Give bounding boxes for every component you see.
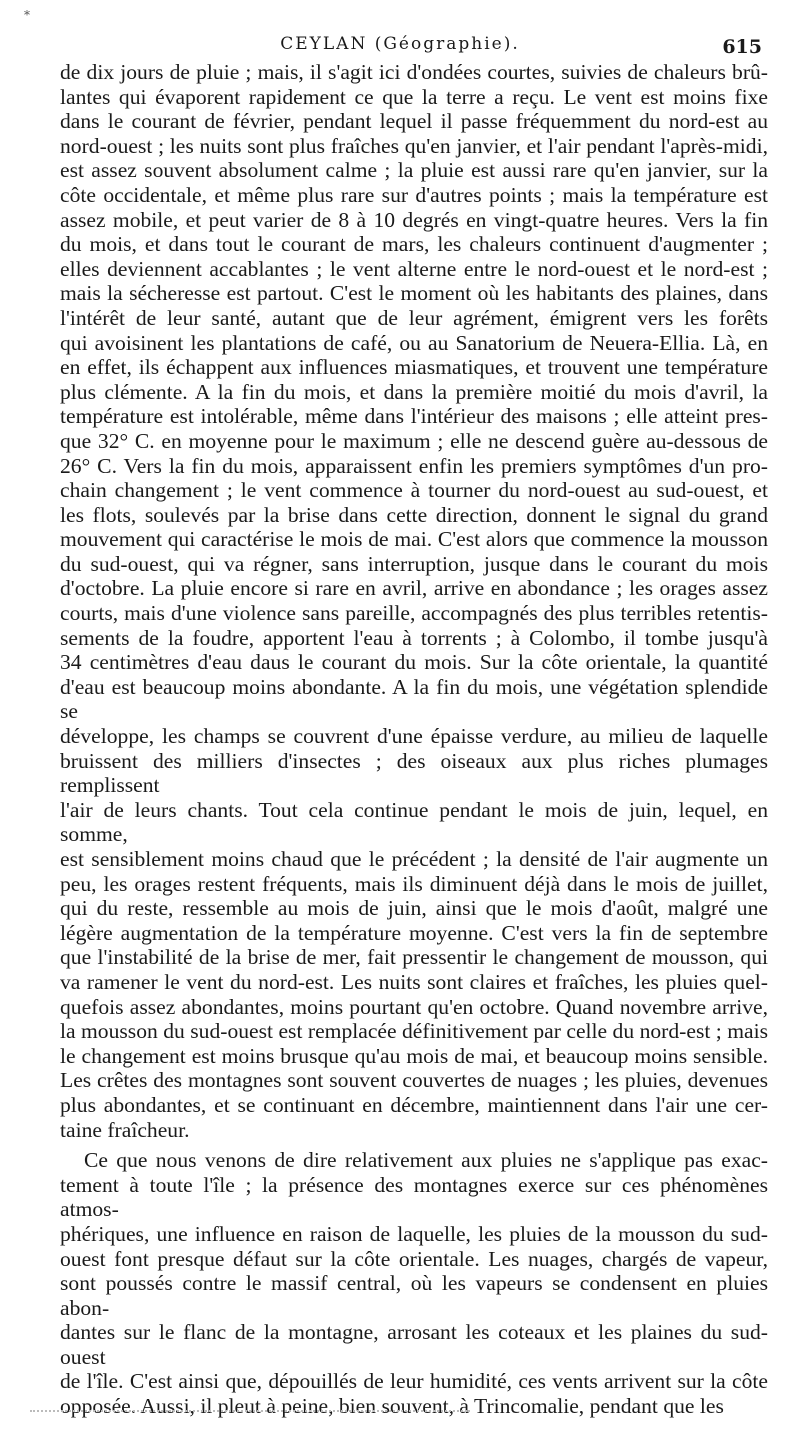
text-line: est assez souvent absolument calme ; la pluie est aussi rare qu'en janvier, sur la — [60, 158, 768, 183]
text-line: va ramener le vent du nord-est. Les nuits sont claires et fraîches, les pluies quel- — [60, 969, 768, 994]
text-line: assez mobile, et peut varier de 8 à 10 degrés en vingt-quatre heures. Vers la fin — [60, 207, 768, 232]
text-line: dantes sur le flanc de la montagne, arrosant les coteaux et les plaines du sud-ouest — [60, 1320, 768, 1369]
text-line: que l'instabilité de la brise de mer, fait pressentir le changement de mousson, qui — [60, 945, 768, 970]
corner-mark: * — [24, 8, 30, 22]
text-line: de dix jours de pluie ; mais, il s'agit ici d'ondées courtes, suivies de chaleurs brû- — [60, 60, 768, 84]
text-line: bruissent des milliers d'insectes ; des oiseaux aux plus riches plumages remplissent — [60, 748, 768, 798]
text-line: qui avoisinent les plantations de café, ou au Sanatorium de Neuera-Ellia. Là, en — [60, 330, 768, 355]
text-line: 34 centimètres d'eau daus le courant du mois. Sur la côte orientale, la quantité — [60, 650, 768, 675]
text-line: Ce que nous venons de dire relativement aux pluies ne s'applique pas exac- — [84, 1148, 768, 1173]
text-line: légère augmentation de la température moyenne. C'est vers la fin de septembre — [60, 920, 768, 945]
text-line: côte occidentale, et même plus rare sur d'autres points ; mais la température est — [60, 182, 768, 207]
paragraph — [60, 1148, 768, 1419]
text-line: température est intolérable, même dans l'intérieur des maisons ; elle atteint pres- — [60, 404, 768, 429]
text-line: taine fraîcheur. — [60, 1117, 190, 1142]
text-line: plus clémente. A la fin du mois, et dans la première moitié du mois d'avril, la — [60, 379, 768, 404]
text-line: sements de la foudre, apportent l'eau à torrents ; à Colombo, il tombe jusqu'à — [60, 625, 768, 650]
running-header — [0, 34, 800, 58]
text-line: qui du reste, ressemble au mois de juin, ainsi que le mois d'août, malgré une — [60, 896, 768, 921]
text-line: opposée. Aussi, il pleut à peine, bien souvent, à Trincomalie, pendant que les — [60, 1394, 724, 1419]
text-line: le changement est moins brusque qu'au mois de mai, et beaucoup moins sensible. — [60, 1043, 768, 1068]
text-line: d'octobre. La pluie encore si rare en avril, arrive en abondance ; les orages assez — [60, 576, 768, 601]
text-line: est sensiblement moins chaud que le précédent ; la densité de l'air augmente un — [60, 847, 768, 871]
text-line: développe, les champs se couvrent d'une épaisse verdure, au milieu de laquelle — [60, 724, 768, 749]
text-line: de l'île. C'est ainsi que, dépouillés de leur humidité, ces vents arrivent sur la côte — [60, 1369, 768, 1394]
text-line: chain changement ; le vent commence à tourner du nord-ouest au sud-ouest, et — [60, 478, 768, 503]
page-number: 615 — [722, 36, 762, 58]
text-line: l'intérêt de leur santé, autant que de leur agrément, émigrent vers les forêts — [60, 305, 768, 330]
text-line: du sud-ouest, qui va régner, sans interruption, jusque dans le courant du mois — [60, 551, 768, 576]
text-line: courts, mais d'une violence sans pareille, accompagnés des plus terribles retentis- — [60, 601, 768, 626]
text-line: que 32° C. en moyenne pour le maximum ; elle ne descend guère au-dessous de — [60, 428, 768, 453]
text-line: phériques, une influence en raison de laquelle, les pluies de la mousson du sud- — [60, 1221, 768, 1246]
text-line: du mois, et dans tout le courant de mars, les chaleurs continuent d'augmenter ; — [60, 232, 768, 257]
text-line: sont poussés contre le massif central, où les vapeurs se condensent en pluies abon- — [60, 1271, 768, 1320]
footer-rule — [30, 1410, 470, 1414]
text-line: nord-ouest ; les nuits sont plus fraîches qu'en janvier, et l'air pendant l'après-midi, — [60, 133, 768, 158]
text-line: ouest font presque défaut sur la côte orientale. Les nuages, chargés de vapeur, — [60, 1246, 768, 1271]
text-line: tement à toute l'île ; la présence des montagnes exerce sur ces phénomènes atmos- — [60, 1172, 768, 1222]
text-line: dans le courant de février, pendant lequel il passe fréquemment du nord-est au — [60, 109, 768, 134]
text-line: mais la sécheresse est partout. C'est le moment où les habitants des plaines, dans — [60, 281, 768, 306]
paragraph — [60, 60, 768, 1142]
text-line: l'air de leurs chants. Tout cela continue pendant le mois de juin, lequel, en somme, — [60, 797, 768, 847]
text-line: les flots, soulevés par la brise dans cette direction, donnent le signal du grand — [60, 502, 768, 527]
text-line: 26° C. Vers la fin du mois, apparaissent enfin les premiers symptômes d'un pro- — [60, 453, 768, 478]
running-title: CEYLAN (Géographie). — [280, 34, 520, 54]
text-line: Les crêtes des montagnes sont souvent couvertes de nuages ; les pluies, devenues — [60, 1068, 768, 1093]
text-line: la mousson du sud-ouest est remplacée définitivement par celle du nord-est ; mais — [60, 1019, 768, 1044]
text-line: plus abondantes, et se continuant en décembre, maintiennent dans l'air une cer- — [60, 1092, 768, 1117]
text-line: mouvement qui caractérise le mois de mai. C'est alors que commence la mousson — [60, 527, 768, 552]
text-line: peu, les orages restent fréquents, mais ils diminuent déjà dans le mois de juillet, — [60, 871, 768, 896]
text-line: lantes qui évaporent rapidement ce que la terre a reçu. Le vent est moins fixe — [60, 84, 768, 109]
body-text — [60, 60, 768, 1419]
text-line: d'eau est beaucoup moins abondante. A la fin du mois, une végétation splendide se — [60, 674, 768, 724]
text-line: en effet, ils échappent aux influences miasmatiques, et trouvent une température — [60, 355, 768, 380]
text-line: quefois assez abondantes, moins pourtant qu'en octobre. Quand novembre arrive, — [60, 994, 768, 1019]
text-line: elles deviennent accablantes ; le vent alterne entre le nord-ouest et le nord-est ; — [60, 256, 768, 281]
